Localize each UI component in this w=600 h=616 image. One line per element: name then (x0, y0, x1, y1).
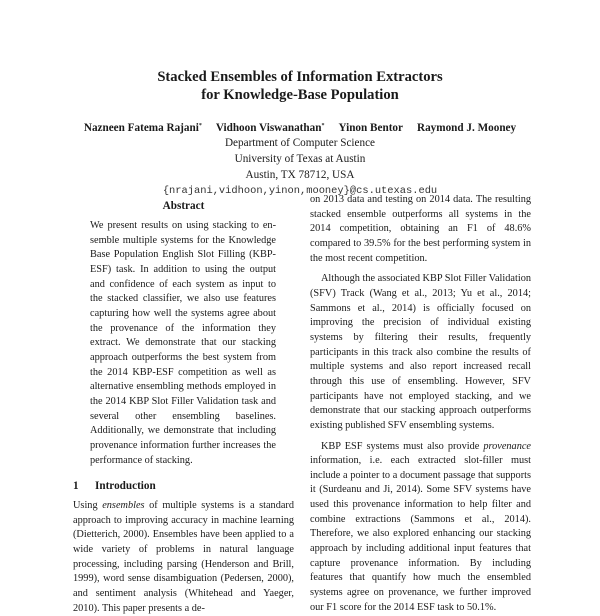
author-mark: * (321, 123, 325, 129)
affiliation-address: Austin, TX 78712, USA (245, 169, 355, 182)
author-name: Yinon Bentor (338, 122, 403, 134)
author-emails: {nrajani,vidhoon,yinon,mooney}@cs.utexas.edu (162, 184, 438, 197)
paragraph-continued: on 2013 data and testing on 2014 data. The resulting stacked ensemble outperforms all systems in the 2014 competition, obtaining an F1 of 48.6% compared to 39.5% for the best performing system in the most recent competition. (310, 194, 531, 264)
title-line-1: Stacked Ensembles of Information Extractors (157, 69, 443, 85)
text-run: of multiple systems is a standard approach to improving accuracy in machine learning (Dietterich, 2000). Ensembles have been applied to a wide variety of problems in natural language processing, including parsing (Henderson and Brill, 1999), word sense disambiguation (Pedersen, 2000), and sentiment analysis (Whitehead and Yaeger, 2010). This paper presents a de- (73, 500, 294, 614)
section-number: 1 (73, 480, 79, 493)
text-run: information, i.e. each extracted slot-filler must include a pointer to a document passage that supports it (Surdeanu and Ji, 2014). Some SFV systems have used this provenance information to help filter and combine extractions (Sammons et al., 2014). Therefore, we also explored enhancing our stacking approach by including additional input features that capture provenance information. By including features that quantify how much the ensembled systems agree on provenance, we further improved our F1 score for the 2014 ESF task to 50.1%. (310, 455, 531, 613)
intro-paragraph (73, 499, 294, 616)
author-mark: * (198, 123, 202, 129)
right-column (310, 193, 531, 615)
author (338, 122, 403, 134)
text-run: Using (73, 500, 103, 512)
paper-title (0, 68, 600, 104)
paper-header (0, 68, 600, 199)
abstract-heading: Abstract (162, 200, 205, 212)
section-heading-introduction (73, 479, 294, 493)
author-list (0, 119, 600, 135)
text-run: KBP ESF systems must also provide (321, 440, 484, 452)
author-name: Vidhoon Viswanathan (215, 122, 322, 134)
paragraph-sfv: Although the associated KBP Slot Filler Validation (SFV) Track (Wang et al., 2013; Yu et al., 2014; Sammons et al., 2014) is officially focused on improving the precision of individual existing systems by filtering their results, frequently participants in this track also combine the results of multiple systems and also report increased recall through this use of ensembling. However, SFV participants have not employed stacking, and we demonstrate that our stacking approach outperforms existing published SFV ensembling systems. (310, 273, 531, 431)
paragraph-provenance (310, 440, 531, 616)
affiliation-university: University of Texas at Austin (234, 153, 366, 166)
title-line-2: for Knowledge-Base Population (201, 87, 399, 103)
abstract-body (90, 219, 276, 468)
affiliation-department: Department of Computer Science (224, 137, 376, 149)
section-title: Introduction (95, 480, 156, 493)
author-name: Nazneen Fatema Rajani (83, 122, 199, 134)
author (417, 122, 516, 134)
abstract-text: We present results on using stacking to ensemble multiple systems for the Knowledge Base Population English Slot Filling (KBP-ESF) task. In addition to using the output and confidence of each system as input to the stacked classifier, we also use features capturing how well the systems agree about the provenance of the information they extract. We demonstrate that our stacking approach outperforms the best system from the 2014 KBP-ESF competition as well as alternative ensembling methods employed in the 2014 KBP Slot Filler Validation task and several other ensembling baselines. Additionally, we demonstrate that including provenance information further increases the performance of stacking. (90, 220, 276, 466)
emphasis-provenance: provenance (483, 440, 531, 452)
author (216, 122, 325, 134)
author (84, 122, 202, 134)
author-name: Raymond J. Mooney (416, 122, 517, 134)
left-column (73, 199, 294, 616)
emphasis-ensembles: ensembles (102, 500, 145, 512)
